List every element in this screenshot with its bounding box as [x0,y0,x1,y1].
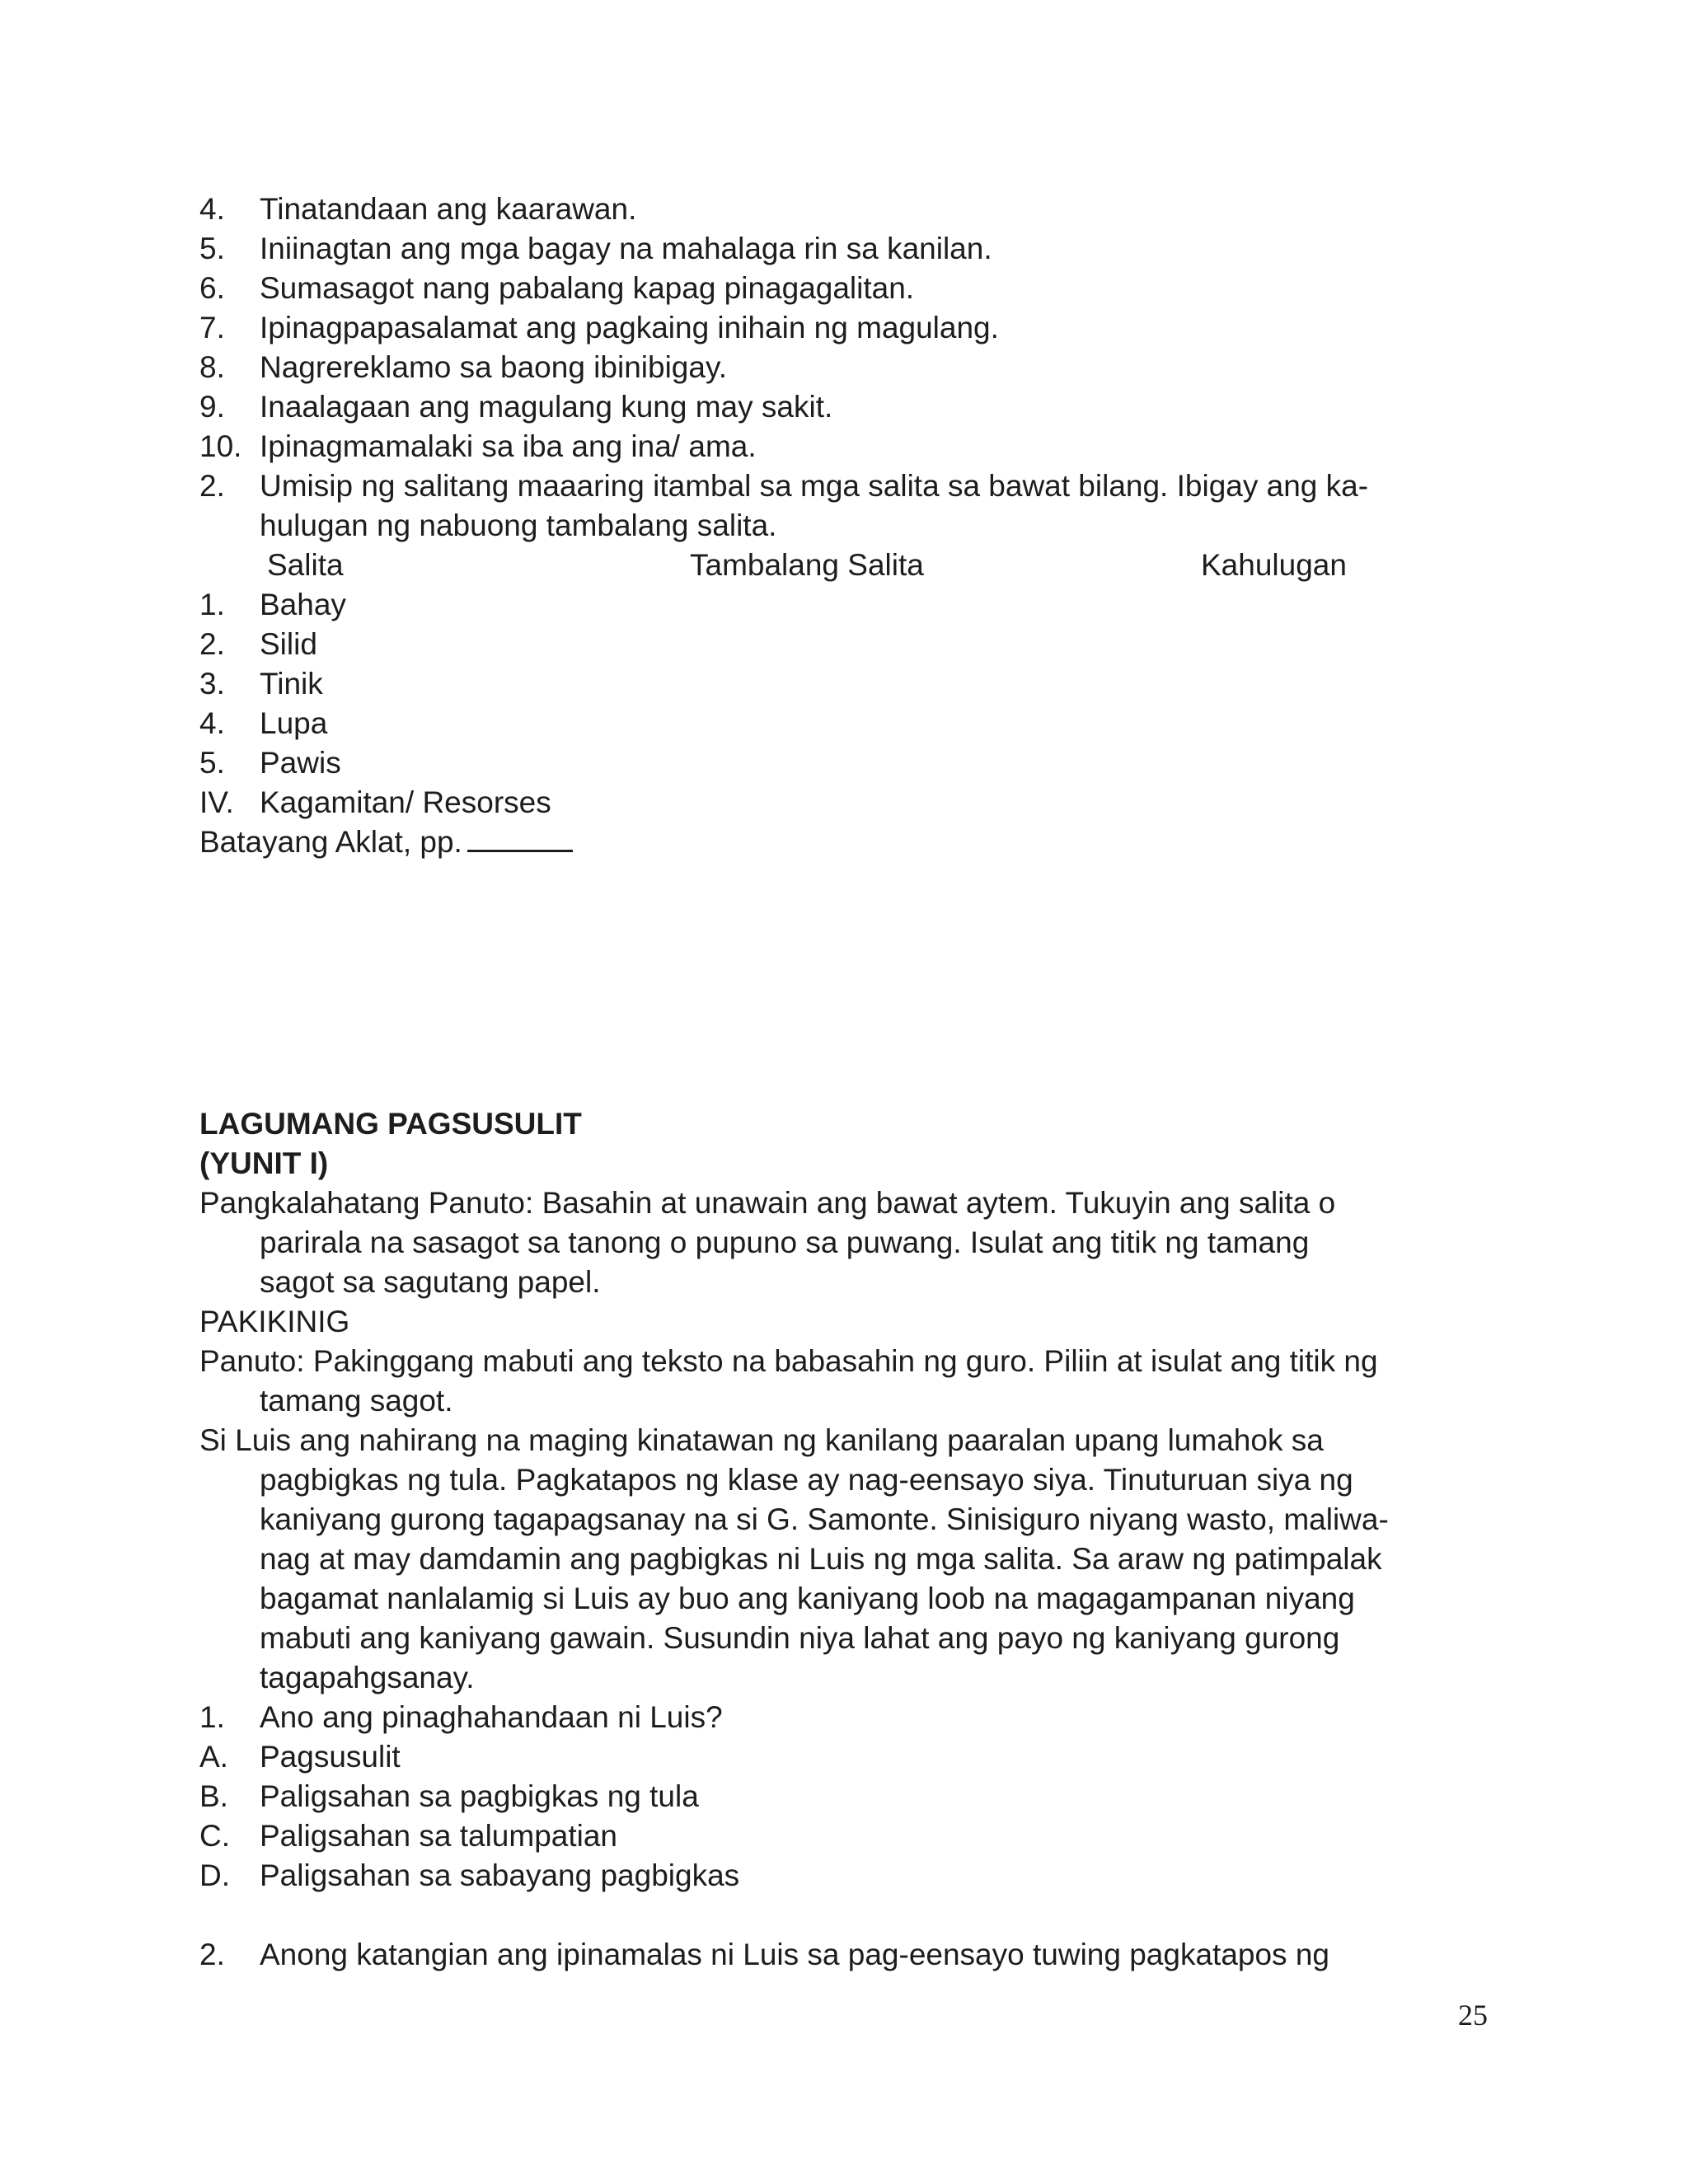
passage-line: bagamat nanlalamig si Luis ay buo ang kaniyang loob na magagampanan niyang [260,1582,1355,1615]
word-item: 2. Silid [199,627,317,661]
passage-line: tagapahgsanay. [260,1661,475,1694]
answer-choice: B. Paligsahan sa pagbigkas ng tula [199,1779,699,1813]
passage-line: mabuti ang kaniyang gawain. Susundin niya lahat ang payo ng kaniyang gurong [260,1621,1340,1655]
word-item: 5. Pawis [199,746,341,780]
answer-choice: A. Pagsusulit [199,1740,401,1774]
instruction-item: 2. Umisip ng salitang maaaring itambal sa mga salita sa bawat bilang. Ibigay ang ka- [199,469,1369,503]
column-header-kahulugan: Kahulugan [1201,548,1347,582]
instructions-line: Panuto: Pakinggang mabuti ang teksto na babasahin ng guro. Piliin at isulat ang titik ng [199,1344,1378,1378]
statement-list [199,190,1510,862]
page-blank [467,825,573,852]
passage-line: nag at may damdamin ang pagbigkas ni Luis ng mga salita. Sa araw ng patimpalak [260,1542,1382,1576]
answer-choice: C. Paligsahan sa talumpatian [199,1819,618,1853]
test-title: LAGUMANG PAGSUSULIT [199,1107,582,1141]
general-instructions-line: sagot sa sagutang papel. [260,1265,601,1299]
test-subtitle: (YUNIT I) [199,1146,329,1180]
instructions-line: tamang sagot. [260,1384,453,1418]
word-item: 3. Tinik [199,667,323,701]
list-item: 9. Inaalagaan ang magulang kung may sakit. [199,390,833,424]
general-instructions-line: parirala na sasagot sa tanong o pupuno sa puwang. Isulat ang titik ng tamang [260,1226,1310,1259]
column-header-tambalang-salita: Tambalang Salita [690,548,924,582]
list-item: 5. Iniinagtan ang mga bagay na mahalaga rin sa kanilan. [199,232,992,265]
passage-line: pagbigkas ng tula. Pagkatapos ng klase ay nag-eensayo siya. Tinuturuan siya ng [260,1463,1353,1497]
question-item: 1. Ano ang pinaghahandaan ni Luis? [199,1700,723,1734]
list-item: 10. Ipinagmamalaki sa iba ang ina/ ama. [199,429,757,463]
section-label: PAKIKINIG [199,1305,350,1338]
section-heading: IV. Kagamitan/ Resorses [199,785,551,819]
general-instructions-line: Pangkalahatang Panuto: Basahin at unawain ang bawat aytem. Tukuyin ang salita o [199,1186,1336,1220]
answer-choice: D. Paligsahan sa sabayang pagbigkas [199,1858,740,1892]
word-item: 4. Lupa [199,706,328,740]
page-number: 25 [1458,1999,1488,2032]
passage-line: Si Luis ang nahirang na maging kinatawan ng kanilang paaralan upang lumahok sa [199,1423,1324,1457]
column-header-salita: Salita [267,548,344,582]
list-item: 4. Tinatandaan ang kaarawan. [199,192,637,226]
passage-line: kaniyang gurong tagapagsanay na si G. Samonte. Sinisiguro niyang wasto, maliwa- [260,1502,1389,1536]
list-item: 7. Ipinagpapasalamat ang pagkaing inihain ng magulang. [199,311,999,344]
question-item: 2. Anong katangian ang ipinamalas ni Luis sa pag-eensayo tuwing pagkatapos ng [199,1938,1329,1971]
instruction-item-continuation: hulugan ng nabuong tambalang salita. [260,509,777,542]
column-headers [199,546,1510,585]
list-item: 8. Nagrereklamo sa baong ibinibigay. [199,350,727,384]
reference-line: Batayang Aklat, pp. [199,823,1510,862]
summative-test [199,1104,1510,1975]
spacer [199,1896,1510,1935]
list-item: 6. Sumasagot nang pabalang kapag pinagagalitan. [199,271,915,305]
word-item: 1. Bahay [199,588,346,621]
